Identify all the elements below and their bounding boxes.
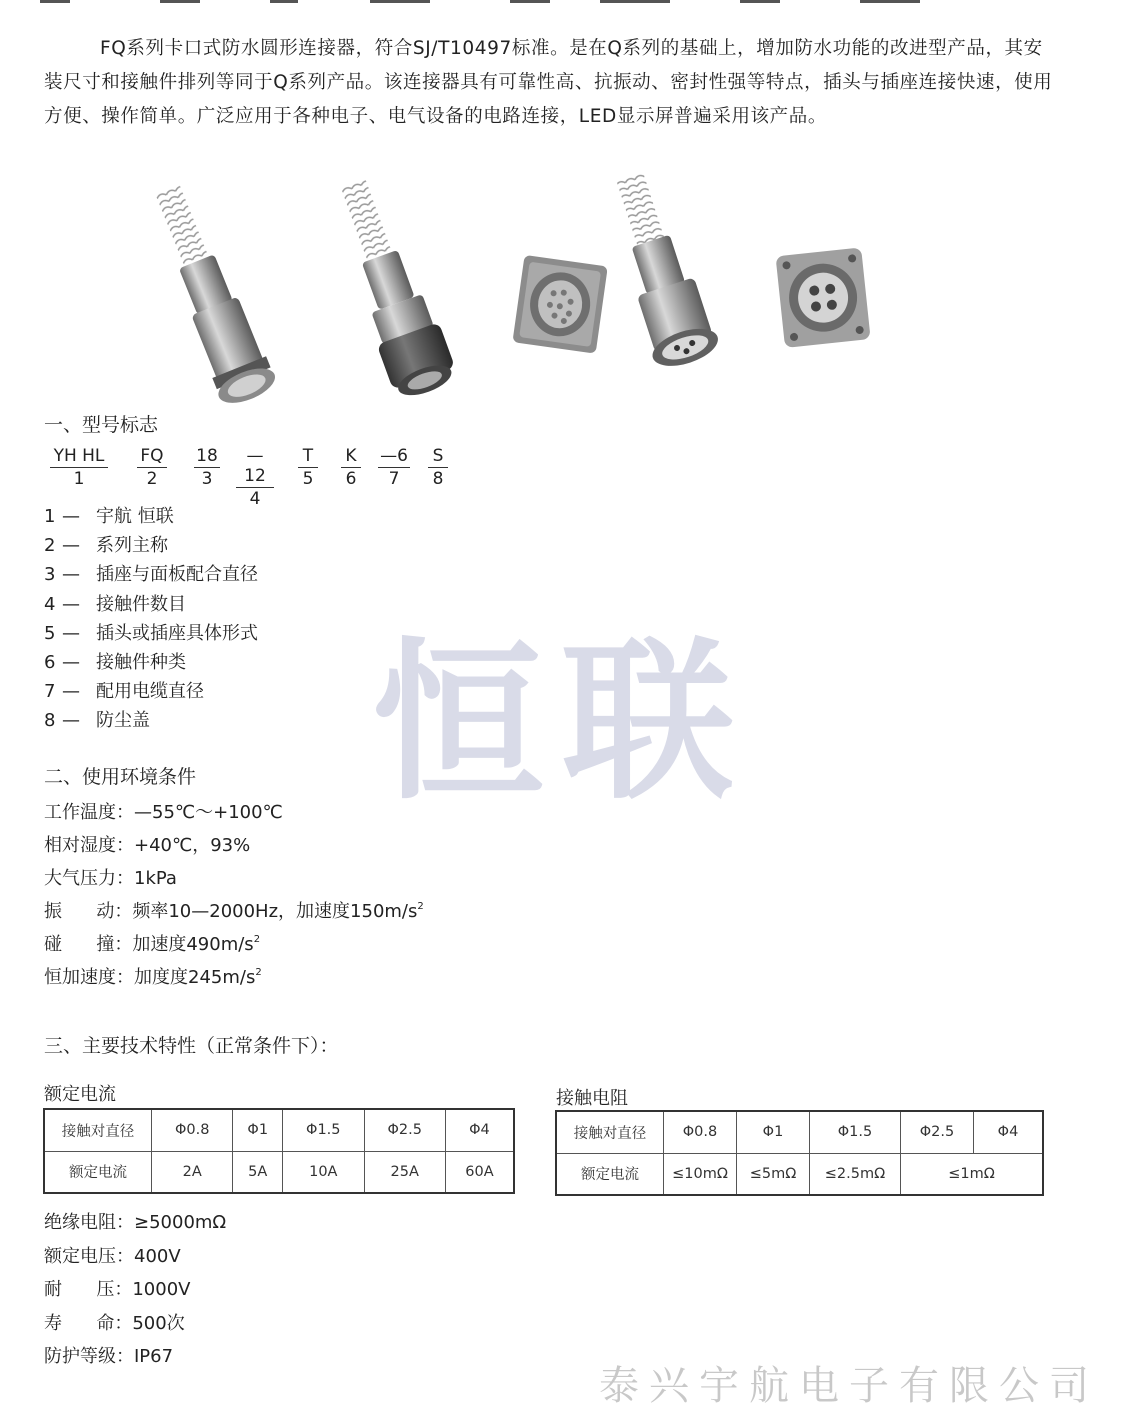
table-row [556,1153,1043,1195]
property-row: 防护等级：IP67 [44,1346,174,1367]
property-row: 寿 命：500次 [44,1312,185,1334]
table-cell: Φ2.5 [901,1111,974,1153]
plug-female-image [322,172,460,403]
section-environment-title: 二、使用环境条件 [44,766,197,788]
model-code [44,446,464,509]
table-cell: 接触对直径 [556,1111,664,1153]
table-cell: ≤1mΩ [901,1153,1044,1195]
legend-item: 5 — 插头或插座具体形式 [44,622,258,644]
table-cell: 25A [364,1151,445,1193]
table-cell: 5A [233,1151,283,1193]
table-cell: Φ1.5 [810,1111,901,1153]
table-cell: 额定电流 [44,1151,152,1193]
section-specs-title: 三、主要技术特性（正常条件下）： [44,1035,339,1057]
legend-item: 3 — 插座与面板配合直径 [44,564,258,586]
rated-current-table [43,1108,515,1194]
plug-large-image [597,166,722,373]
env-row: 相对湿度：+40℃，93% [44,835,251,856]
legend-item: 7 — 配用电缆直径 [44,681,204,703]
watermark-logo: 恒联 [372,620,752,823]
model-code-part-3: 18 3 [194,446,220,490]
table-row [44,1109,514,1151]
table-row [44,1151,514,1193]
table-cell: Φ1 [737,1111,810,1153]
flange-socket-image [776,247,871,347]
table-cell: 2A [152,1151,233,1193]
model-code-part-6: K 6 [341,446,361,490]
contact-resistance-table [555,1110,1044,1196]
table-cell: ≤10mΩ [664,1153,737,1195]
current-table-title: 额定电流 [44,1084,116,1105]
env-row: 振 动：频率10—2000Hz，加速度$150m/s^2$ [44,901,424,922]
table-row [556,1111,1043,1153]
table-cell: 60A [445,1151,514,1193]
property-row: 耐 压：1000V [44,1279,191,1300]
table-cell: Φ4 [445,1109,514,1151]
plug-male-image [150,178,280,410]
model-code-part-4: —12 4 [236,446,274,510]
environment-conditions [44,796,424,994]
model-code-part-8: S 8 [428,446,448,490]
table-cell: 10A [283,1151,364,1193]
property-row: 额定电压：400V [44,1245,181,1267]
env-row: 恒加速度：加度度$245m/s^2$ [44,967,262,988]
env-row: 碰 撞：加速度$490m/s^2$ [44,934,261,955]
main-properties [44,1206,226,1374]
table-cell: 接触对直径 [44,1109,152,1151]
legend-item: 4 — 接触件数目 [44,593,186,615]
legend-item: 2 — 系列主称 [44,535,168,557]
product-photo [150,160,910,410]
table-cell: Φ4 [974,1111,1044,1153]
legend-item: 8 — 防尘盖 [44,710,150,732]
company-footer: 泰兴宇航电子有限公司 [599,1363,1099,1409]
model-code-part-7: —6 7 [378,446,410,490]
env-row: 大气压力：1kPa [44,868,177,889]
table-cell: ≤2.5mΩ [810,1153,901,1195]
top-edge-marks [40,0,1040,4]
table-cell: Φ0.8 [664,1111,737,1153]
model-code-part-1: YH HL 1 [50,446,108,490]
model-code-part-2: FQ 2 [137,446,167,490]
property-row: 绝缘电阻：≥5000mΩ [44,1212,227,1233]
table-cell: Φ0.8 [152,1109,233,1151]
intro-paragraph: FQ系列卡口式防水圆形连接器，符合SJ/T10497标准。是在Q系列的基础上，增加防水功能的改进型产品，其安装尺寸和接触件排列等同于Q系列产品。该连接器具有可靠性高、抗振动、密封性强等特点，插头与插座连接快速，使用方便、操作简单。广泛应用于各种电子、电气设备的电路连接，LED显示屏普遍采用该产品。 [44,38,1053,127]
table-cell: Φ1.5 [283,1109,364,1151]
resistance-table-title: 接触电阻 [556,1088,628,1109]
legend-item: 1 — 宇航 恒联 [44,506,174,527]
table-cell: Φ2.5 [364,1109,445,1151]
model-code-part-5: T 5 [298,446,318,490]
env-row: 工作温度：—55℃～+100℃ [44,802,283,823]
model-legend [44,502,258,736]
table-cell: ≤5mΩ [737,1153,810,1195]
square-socket-image [512,255,607,354]
section-model-title: 一、型号标志 [44,414,159,436]
table-cell: Φ1 [233,1109,283,1151]
legend-item: 6 — 接触件种类 [44,651,186,673]
table-cell: 额定电流 [556,1153,664,1195]
